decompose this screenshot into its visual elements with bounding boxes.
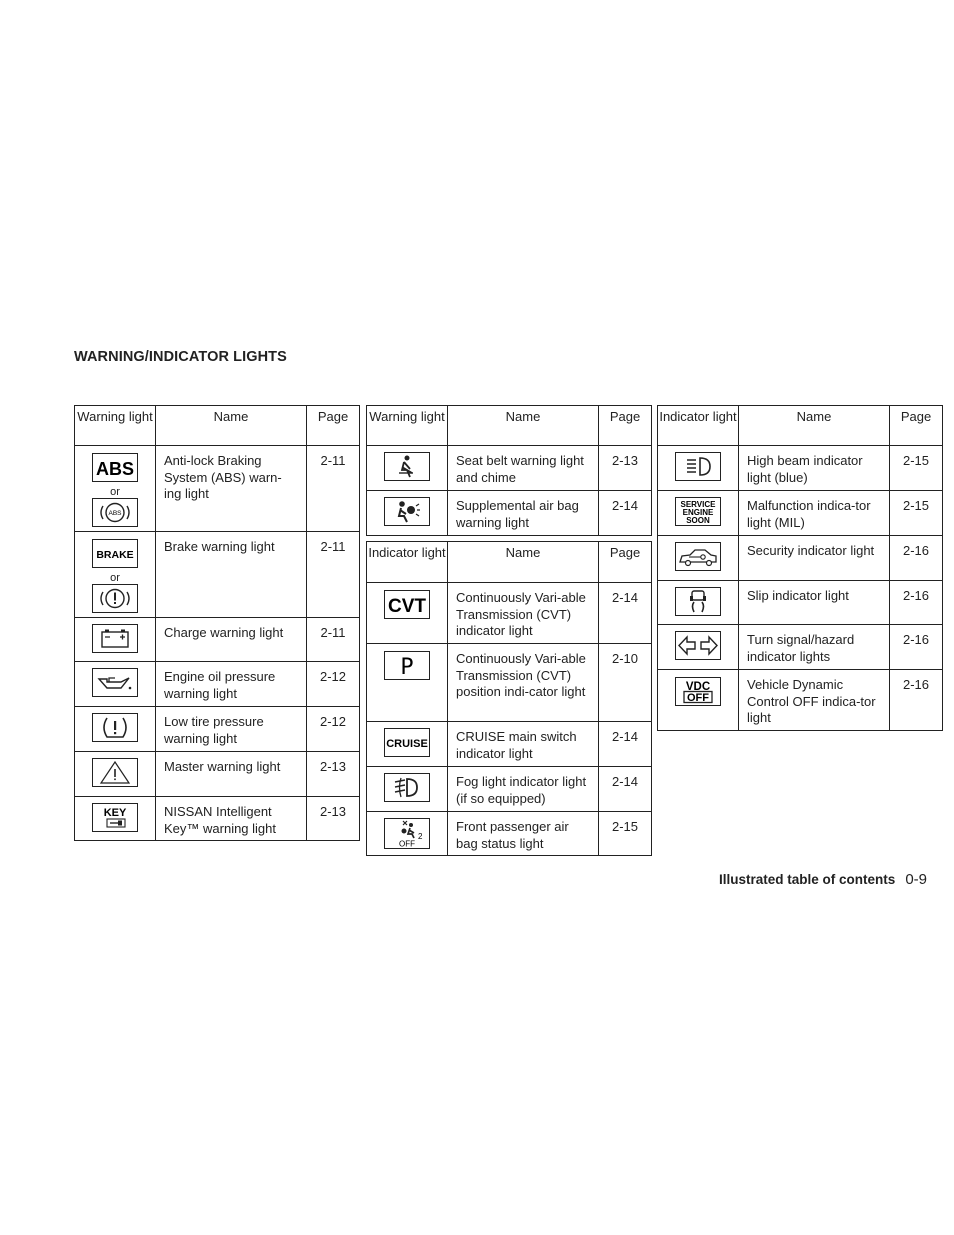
row-name: Fog light indicator light (if so equipped) xyxy=(448,767,599,812)
row-name: Turn signal/hazard indicator lights xyxy=(739,625,890,670)
row-page: 2-12 xyxy=(307,662,360,707)
header-name: Name xyxy=(739,406,890,446)
vdc-off-icon xyxy=(675,677,721,706)
abs-small-text: ABS xyxy=(108,509,122,517)
page-number: 0-9 xyxy=(905,871,927,888)
table-row xyxy=(367,491,652,536)
row-page: 2-14 xyxy=(599,767,652,812)
service-text: SERVICE xyxy=(680,500,716,509)
airbag-off-text: OFF xyxy=(399,839,415,848)
row-page: 2-12 xyxy=(307,707,360,752)
header-page: Page xyxy=(307,406,360,446)
header-warning-light: Warning light xyxy=(367,406,448,446)
row-name: Master warning light xyxy=(156,752,307,797)
row-page: 2-10 xyxy=(599,644,652,722)
cruise-text: CRUISE xyxy=(386,738,428,750)
high-beam-icon xyxy=(675,452,721,481)
table-row xyxy=(658,670,943,731)
or-label: or xyxy=(110,571,120,584)
key-icon xyxy=(92,803,138,832)
fog-light-icon xyxy=(384,773,430,802)
battery-icon xyxy=(92,624,138,653)
row-page: 2-11 xyxy=(307,618,360,662)
slip-icon xyxy=(675,587,721,616)
row-name: Vehicle Dynamic Control OFF indica-tor light xyxy=(739,670,890,731)
brake-text: BRAKE xyxy=(96,549,134,561)
table-row xyxy=(367,446,652,491)
row-page: 2-13 xyxy=(307,752,360,797)
row-page: 2-13 xyxy=(307,797,360,841)
turn-signal-icon xyxy=(675,631,721,660)
cvt-icon xyxy=(384,590,430,619)
row-page: 2-16 xyxy=(890,670,943,731)
row-name: Seat belt warning light and chime xyxy=(448,446,599,491)
table-row xyxy=(75,662,360,707)
row-name: Front passenger air bag status light xyxy=(448,812,599,856)
cvt-text: CVT xyxy=(388,596,426,617)
row-name: Brake warning light xyxy=(156,532,307,618)
row-name: Continuously Vari-able Transmission (CVT) indicator light xyxy=(448,583,599,644)
master-warning-icon xyxy=(92,758,138,787)
header-name: Name xyxy=(156,406,307,446)
warning-lights-table-2 xyxy=(366,405,652,536)
table-row xyxy=(75,707,360,752)
header-page: Page xyxy=(599,542,652,583)
table-row xyxy=(367,583,652,644)
brake-circle-icon xyxy=(92,584,138,613)
key-text: KEY xyxy=(103,807,127,819)
table-row xyxy=(75,797,360,841)
soon-text: SOON xyxy=(686,516,710,525)
airbag-icon xyxy=(384,497,430,526)
row-name: NISSAN Intelligent Key™ warning light xyxy=(156,797,307,841)
off-text: OFF xyxy=(687,692,709,704)
row-page: 2-16 xyxy=(890,625,943,670)
table-row xyxy=(658,625,943,670)
header-warning-light: Warning light xyxy=(75,406,156,446)
warning-lights-table-1 xyxy=(74,405,360,841)
row-page: 2-14 xyxy=(599,491,652,536)
row-name: Security indicator light xyxy=(739,536,890,581)
table-row xyxy=(75,446,360,532)
cruise-icon xyxy=(384,728,430,757)
row-page: 2-15 xyxy=(890,446,943,491)
section-title: WARNING/INDICATOR LIGHTS xyxy=(74,349,287,365)
row-name: Supplemental air bag warning light xyxy=(448,491,599,536)
abs-text: ABS xyxy=(95,459,135,479)
header-indicator-light: Indicator light xyxy=(658,406,739,446)
vdc-text: VDC xyxy=(685,681,711,693)
table-row xyxy=(367,722,652,767)
row-page: 2-13 xyxy=(599,446,652,491)
header-page: Page xyxy=(599,406,652,446)
row-page: 2-11 xyxy=(307,446,360,532)
row-name: Charge warning light xyxy=(156,618,307,662)
header-indicator-light: Indicator light xyxy=(367,542,448,583)
row-name: High beam indicator light (blue) xyxy=(739,446,890,491)
table-row xyxy=(658,491,943,536)
row-page: 2-16 xyxy=(890,536,943,581)
row-name: Continuously Vari-able Transmission (CVT) position indi-cator light xyxy=(448,644,599,722)
indicator-lights-table-3 xyxy=(657,405,943,731)
row-name: Engine oil pressure warning light xyxy=(156,662,307,707)
row-page: 2-15 xyxy=(890,491,943,536)
row-page: 2-14 xyxy=(599,722,652,767)
airbag-2-text: 2 xyxy=(418,832,423,841)
table-row xyxy=(658,536,943,581)
row-page: 2-15 xyxy=(599,812,652,856)
brake-icon xyxy=(92,539,138,568)
tire-pressure-icon xyxy=(92,713,138,742)
seat-belt-icon xyxy=(384,452,430,481)
passenger-airbag-off-icon xyxy=(384,818,430,849)
table-row xyxy=(75,532,360,618)
row-page: 2-11 xyxy=(307,532,360,618)
row-page: 2-16 xyxy=(890,581,943,625)
header-name: Name xyxy=(448,406,599,446)
table-row xyxy=(658,581,943,625)
table-row xyxy=(658,446,943,491)
table-row xyxy=(367,812,652,856)
row-name: Slip indicator light xyxy=(739,581,890,625)
footer-label: Illustrated table of contents xyxy=(719,872,896,887)
row-name: CRUISE main switch indicator light xyxy=(448,722,599,767)
page-footer xyxy=(719,871,927,888)
table-row xyxy=(367,767,652,812)
table-row xyxy=(367,644,652,722)
header-name: Name xyxy=(448,542,599,583)
security-icon xyxy=(675,542,721,571)
table-row xyxy=(75,752,360,797)
header-page: Page xyxy=(890,406,943,446)
indicator-lights-table-2 xyxy=(366,541,652,856)
row-name: Malfunction indica-tor light (MIL) xyxy=(739,491,890,536)
abs-circle-icon xyxy=(92,498,138,527)
or-label: or xyxy=(110,485,120,498)
cvt-position-icon xyxy=(384,651,430,680)
service-engine-soon-icon xyxy=(675,497,721,526)
table-row xyxy=(75,618,360,662)
abs-icon xyxy=(92,453,138,482)
oil-can-icon xyxy=(92,668,138,697)
p-text: P xyxy=(400,655,414,679)
row-name: Low tire pressure warning light xyxy=(156,707,307,752)
engine-text: ENGINE xyxy=(682,508,714,517)
row-page: 2-14 xyxy=(599,583,652,644)
row-name: Anti-lock Braking System (ABS) warn-ing light xyxy=(156,446,307,532)
